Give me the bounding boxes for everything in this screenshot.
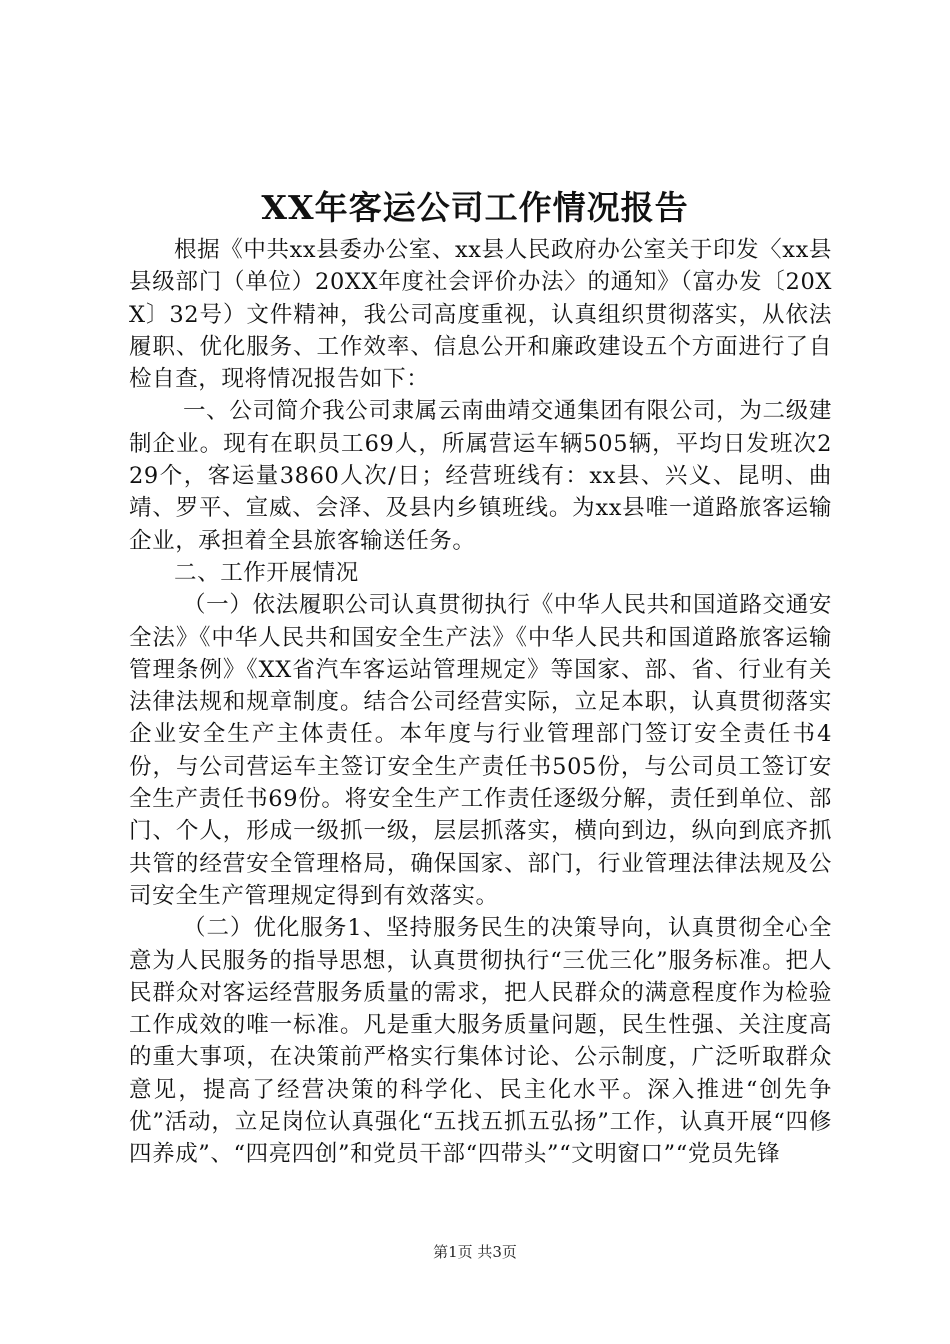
document-body — [129, 234, 832, 1171]
section-heading-work: 二、工作开展情况 — [174, 559, 359, 586]
document-title: XX年客运公司工作情况报告 — [261, 188, 689, 227]
page-number-footer: 第1页 共3页 — [433, 1243, 517, 1261]
paragraph-lawful-duties: （一）依法履职公司认真贯彻执行《中华人民共和国道路交通安全法》《中华人民共和国安全生产法》《中华人民共和国道路旅客运输管理条例》《XX省汽车客运站管理规定》等国家、部、省、行业有关法律法规和规章制度。结合公司经营实际，立足本职，认真贯彻落实企业安全生产主体责任。本年度与行业管理部门签订安全责任书4份，与公司营运车主签订安全生产责任书505份，与公司员工签订安全生产责任书69份。将安全生产工作责任逐级分解，责任到单位、部门、个人，形成一级抓一级，层层抓落实，横向到边，纵向到底齐抓共管的经营安全管理格局，确保国家、部门，行业管理法律法规及公司安全生产管理规定得到有效落实。 — [129, 592, 832, 909]
paragraph-intro: 根据《中共xx县委办公室、xx县人民政府办公室关于印发〈xx县县级部门（单位）20XX年度社会评价办法〉的通知》（富办发〔20XX〕32号）文件精神，我公司高度重视，认真组织贯彻落实，从依法履职、优化服务、工作效率、信息公开和廉政建设五个方面进行了自检自查，现将情况报告如下： — [129, 237, 832, 393]
paragraph-optimized-service: （二）优化服务1、坚持服务民生的决策导向，认真贯彻全心全意为人民服务的指导思想，认真贯彻执行“三优三化”服务标准。把人民群众对客运经营服务质量的需求，把人民群众的满意程度作为检验工作成效的唯一标准。凡是重大服务质量问题，民生性强、关注度高的重大事项，在决策前严格实行集体讨论、公示制度，广泛听取群众意见，提高了经营决策的科学化、民主化水平。深入推进“创先争优”活动，立足岗位认真强化“五找五抓五弘扬”工作，认真开展“四修四养成”、“四亮四创”和党员干部“四带头”“文明窗口”“党员先锋 — [129, 915, 832, 1168]
paragraph-company-profile: 一、公司简介我公司隶属云南曲靖交通集团有限公司，为二级建制企业。现有在职员工69人，所属营运车辆505辆，平均日发班次229个，客运量3860人次/日；经营班线有：xx县、兴义、昆明、曲靖、罗平、宣威、会泽、及县内乡镇班线。为xx县唯一道路旅客运输企业，承担着全县旅客输送任务。 — [129, 398, 832, 554]
